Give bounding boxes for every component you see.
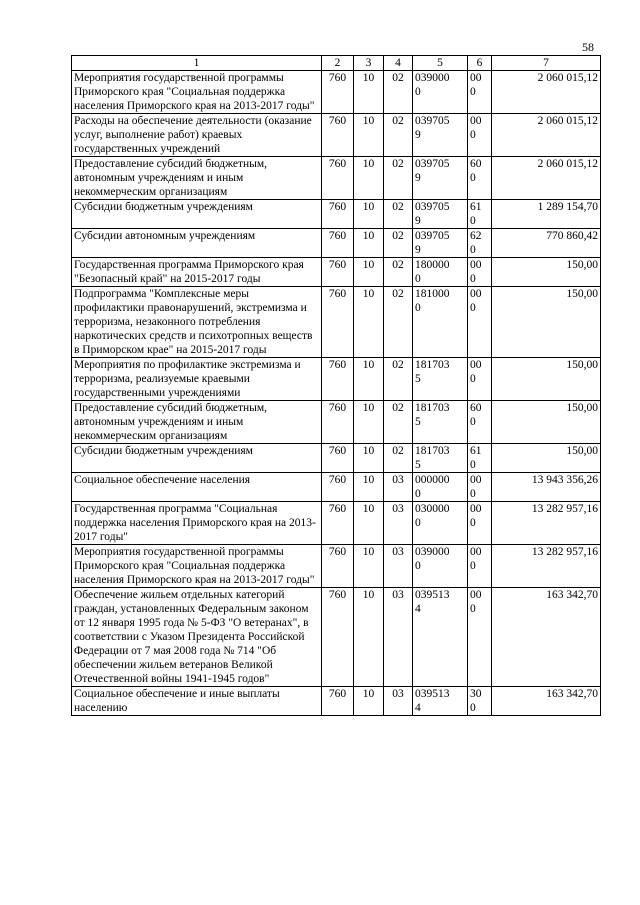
row-name-cell: Обеспечение жильем отдельных категорий граждан, установленных Федеральным законом от 12 января 1995 года № 5-ФЗ "О ветеранах", в соответствии с Указом Президента Российской Федерации от 7 мая 2008 года № 714 "Об обеспечении жильем ветеранов Великой Отечественной войны 1941-1945 годов" [72,588,322,687]
row-subsection-cell: 02 [384,401,413,444]
table-row [72,502,601,545]
row-subsection-cell: 02 [384,444,413,473]
row-expense-type-cell: 60 0 [468,401,492,444]
row-expense-type-cell: 00 0 [468,358,492,401]
row-subsection-cell: 02 [384,258,413,287]
row-section-cell: 10 [354,687,384,716]
table-row [72,444,601,473]
row-admin-code-cell: 760 [322,200,354,229]
table-row [72,401,601,444]
row-amount-cell: 150,00 [492,358,601,401]
table-row [72,287,601,358]
header-cell: 4 [384,56,413,71]
row-target-code-cell: 181703 5 [413,401,468,444]
row-subsection-cell: 02 [384,114,413,157]
row-admin-code-cell: 760 [322,444,354,473]
row-section-cell: 10 [354,358,384,401]
row-target-code-cell: 180000 0 [413,258,468,287]
row-target-code-cell: 181000 0 [413,287,468,358]
row-name-cell: Субсидии автономным учреждениям [72,229,322,258]
budget-table [71,55,601,716]
row-admin-code-cell: 760 [322,545,354,588]
row-name-cell: Государственная программа "Социальная поддержка населения Приморского края на 2013-2017 годы" [72,502,322,545]
row-section-cell: 10 [354,157,384,200]
row-amount-cell: 150,00 [492,401,601,444]
row-name-cell: Субсидии бюджетным учреждениям [72,200,322,229]
table-row [72,358,601,401]
row-section-cell: 10 [354,401,384,444]
row-amount-cell: 770 860,42 [492,229,601,258]
row-section-cell: 10 [354,473,384,502]
row-name-cell: Подпрограмма "Комплексные меры профилактики правонарушений, экстремизма и терроризма, незаконного потребления наркотических средств и психотропных веществ в Приморском крае" на 2015-2017 годы [72,287,322,358]
table-row [72,114,601,157]
row-expense-type-cell: 00 0 [468,258,492,287]
row-name-cell: Мероприятия государственной программы Приморского края "Социальная поддержка населения Приморского края на 2013-2017 годы" [72,545,322,588]
row-target-code-cell: 039705 9 [413,229,468,258]
table-row [72,473,601,502]
row-admin-code-cell: 760 [322,687,354,716]
row-target-code-cell: 181703 5 [413,358,468,401]
row-admin-code-cell: 760 [322,358,354,401]
row-expense-type-cell: 00 0 [468,588,492,687]
row-subsection-cell: 03 [384,473,413,502]
row-target-code-cell: 030000 0 [413,502,468,545]
row-subsection-cell: 03 [384,588,413,687]
row-target-code-cell: 039705 9 [413,114,468,157]
table-row [72,71,601,114]
row-expense-type-cell: 00 0 [468,287,492,358]
row-target-code-cell: 039705 9 [413,200,468,229]
table-row [72,687,601,716]
row-expense-type-cell: 00 0 [468,545,492,588]
row-amount-cell: 2 060 015,12 [492,157,601,200]
row-subsection-cell: 02 [384,200,413,229]
row-subsection-cell: 02 [384,71,413,114]
header-row [72,56,601,71]
header-cell: 6 [468,56,492,71]
header-cell: 2 [322,56,354,71]
table-body [72,71,601,716]
row-subsection-cell: 02 [384,287,413,358]
row-subsection-cell: 02 [384,229,413,258]
header-cell: 1 [72,56,322,71]
table-row [72,258,601,287]
row-admin-code-cell: 760 [322,473,354,502]
row-section-cell: 10 [354,502,384,545]
page-number: 58 [582,40,594,54]
row-admin-code-cell: 760 [322,71,354,114]
row-amount-cell: 150,00 [492,287,601,358]
row-expense-type-cell: 00 0 [468,473,492,502]
row-target-code-cell: 039513 4 [413,588,468,687]
row-target-code-cell: 039705 9 [413,157,468,200]
row-amount-cell: 150,00 [492,258,601,287]
row-amount-cell: 13 282 957,16 [492,502,601,545]
row-subsection-cell: 03 [384,502,413,545]
row-section-cell: 10 [354,114,384,157]
row-name-cell: Субсидии бюджетным учреждениям [72,444,322,473]
table-row [72,229,601,258]
row-name-cell: Государственная программа Приморского края "Безопасный край" на 2015-2017 годы [72,258,322,287]
row-admin-code-cell: 760 [322,258,354,287]
row-amount-cell: 1 289 154,70 [492,200,601,229]
row-admin-code-cell: 760 [322,229,354,258]
row-name-cell: Предоставление субсидий бюджетным, автономным учреждениям и иным некоммерческим организациям [72,157,322,200]
row-admin-code-cell: 760 [322,114,354,157]
row-name-cell: Социальное обеспечение населения [72,473,322,502]
row-section-cell: 10 [354,444,384,473]
row-section-cell: 10 [354,258,384,287]
row-target-code-cell: 181703 5 [413,444,468,473]
row-name-cell: Мероприятия государственной программы Приморского края "Социальная поддержка населения Приморского края на 2013-2017 годы" [72,71,322,114]
row-admin-code-cell: 760 [322,502,354,545]
row-name-cell: Мероприятия по профилактике экстремизма и терроризма, реализуемые краевыми государственными учреждениями [72,358,322,401]
header-cell: 3 [354,56,384,71]
row-section-cell: 10 [354,287,384,358]
row-amount-cell: 163 342,70 [492,588,601,687]
row-expense-type-cell: 00 0 [468,71,492,114]
table-row [72,545,601,588]
row-amount-cell: 13 282 957,16 [492,545,601,588]
row-subsection-cell: 02 [384,157,413,200]
row-expense-type-cell: 61 0 [468,444,492,473]
header-cell: 7 [492,56,601,71]
row-admin-code-cell: 760 [322,287,354,358]
row-target-code-cell: 039000 0 [413,545,468,588]
row-expense-type-cell: 60 0 [468,157,492,200]
header-cell: 5 [413,56,468,71]
row-subsection-cell: 03 [384,545,413,588]
table-row [72,588,601,687]
row-expense-type-cell: 30 0 [468,687,492,716]
row-target-code-cell: 039513 4 [413,687,468,716]
row-amount-cell: 163 342,70 [492,687,601,716]
row-amount-cell: 150,00 [492,444,601,473]
table-row [72,200,601,229]
row-expense-type-cell: 00 0 [468,114,492,157]
row-section-cell: 10 [354,71,384,114]
row-target-code-cell: 000000 0 [413,473,468,502]
row-admin-code-cell: 760 [322,401,354,444]
row-admin-code-cell: 760 [322,588,354,687]
table-row [72,157,601,200]
row-section-cell: 10 [354,200,384,229]
row-section-cell: 10 [354,229,384,258]
row-name-cell: Социальное обеспечение и иные выплаты населению [72,687,322,716]
row-section-cell: 10 [354,545,384,588]
row-name-cell: Расходы на обеспечение деятельности (оказание услуг, выполнение работ) краевых государственных учреждений [72,114,322,157]
row-section-cell: 10 [354,588,384,687]
row-name-cell: Предоставление субсидий бюджетным, автономным учреждениям и иным некоммерческим организациям [72,401,322,444]
row-subsection-cell: 02 [384,358,413,401]
row-expense-type-cell: 61 0 [468,200,492,229]
row-amount-cell: 2 060 015,12 [492,71,601,114]
row-subsection-cell: 03 [384,687,413,716]
row-admin-code-cell: 760 [322,157,354,200]
row-target-code-cell: 039000 0 [413,71,468,114]
row-amount-cell: 13 943 356,26 [492,473,601,502]
row-expense-type-cell: 62 0 [468,229,492,258]
row-amount-cell: 2 060 015,12 [492,114,601,157]
row-expense-type-cell: 00 0 [468,502,492,545]
